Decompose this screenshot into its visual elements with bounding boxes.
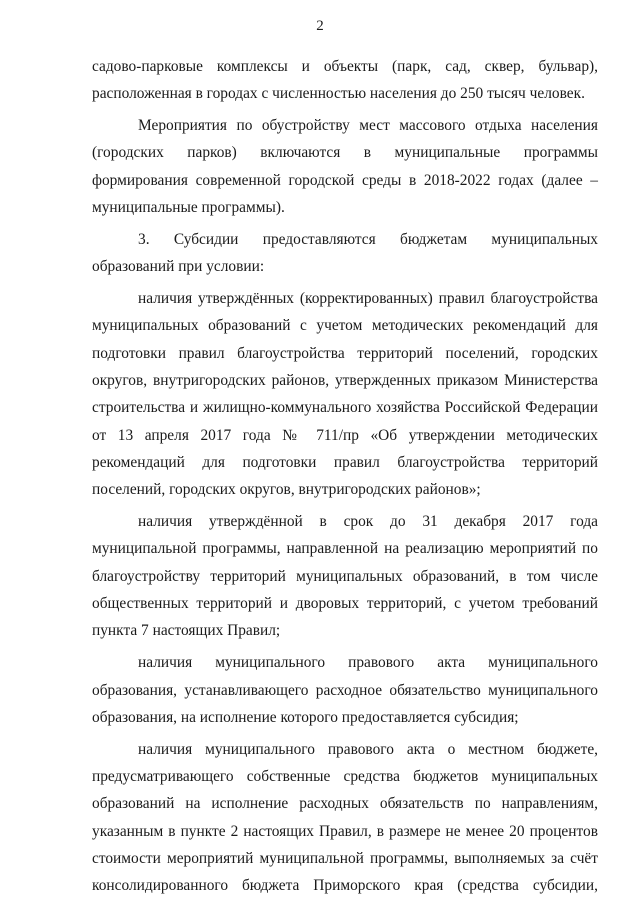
paragraph-parks-definition: садово-парковые комплексы и объекты (парк, сад, сквер, бульвар), расположенная в городах с численностью населения до 250 тысяч человек.	[92, 58, 598, 103]
paragraph-condition-legal-act: наличия муниципального правового акта муниципального образования, устанавливающего расходное обязательство муниципального образования, на исполнение которого предоставляется субсидия;	[92, 654, 598, 726]
document-body	[92, 53, 598, 904]
paragraph-condition-rules: наличия утверждённых (корректированных) правил благоустройства муниципальных образований с учетом методических рекомендаций для подготовки правил благоустройства территорий поселений, городских округов, внутригородских районов, утвержденных приказом Министерства строительства и жилищно-коммунального хозяйства Российской Федерации от 13 апреля 2017 года № 711/пр «Об утверждении методических рекомендаций для подготовки правил благоустройства территорий поселений, городских округов, внутригородских районов»;	[92, 290, 598, 499]
paragraph-park-activities: Мероприятия по обустройству мест массового отдыха населения (городских парков) включаются в муниципальные программы формирования современной городской среды в 2018-2022 годах (далее – муниципальные программы).	[92, 117, 598, 217]
paragraph-condition-budget: наличия муниципального правового акта о местном бюджете, предусматривающего собственные средства бюджетов муниципальных образований на исполнение расходных обязательств по направлениям, указанным в пункте 2 настоящих Правил, в размере не менее 20 процентов стоимости мероприятий муниципальной программы, выполняемых за счёт консолидированного бюджета Приморского края (средства субсидии,	[92, 740, 598, 895]
paragraph-condition-program: наличия утверждённой в срок до 31 декабря 2017 года муниципальной программы, направленной на реализацию мероприятий по благоустройству территорий муниципальных образований, в том числе общественных территорий и дворовых территорий, с учетом требований пункта 7 настоящих Правил;	[92, 513, 598, 640]
page-number: 2	[316, 18, 324, 34]
paragraph-subsidy-conditions: 3. Субсидии предоставляются бюджетам муниципальных образований при условии:	[92, 230, 598, 276]
